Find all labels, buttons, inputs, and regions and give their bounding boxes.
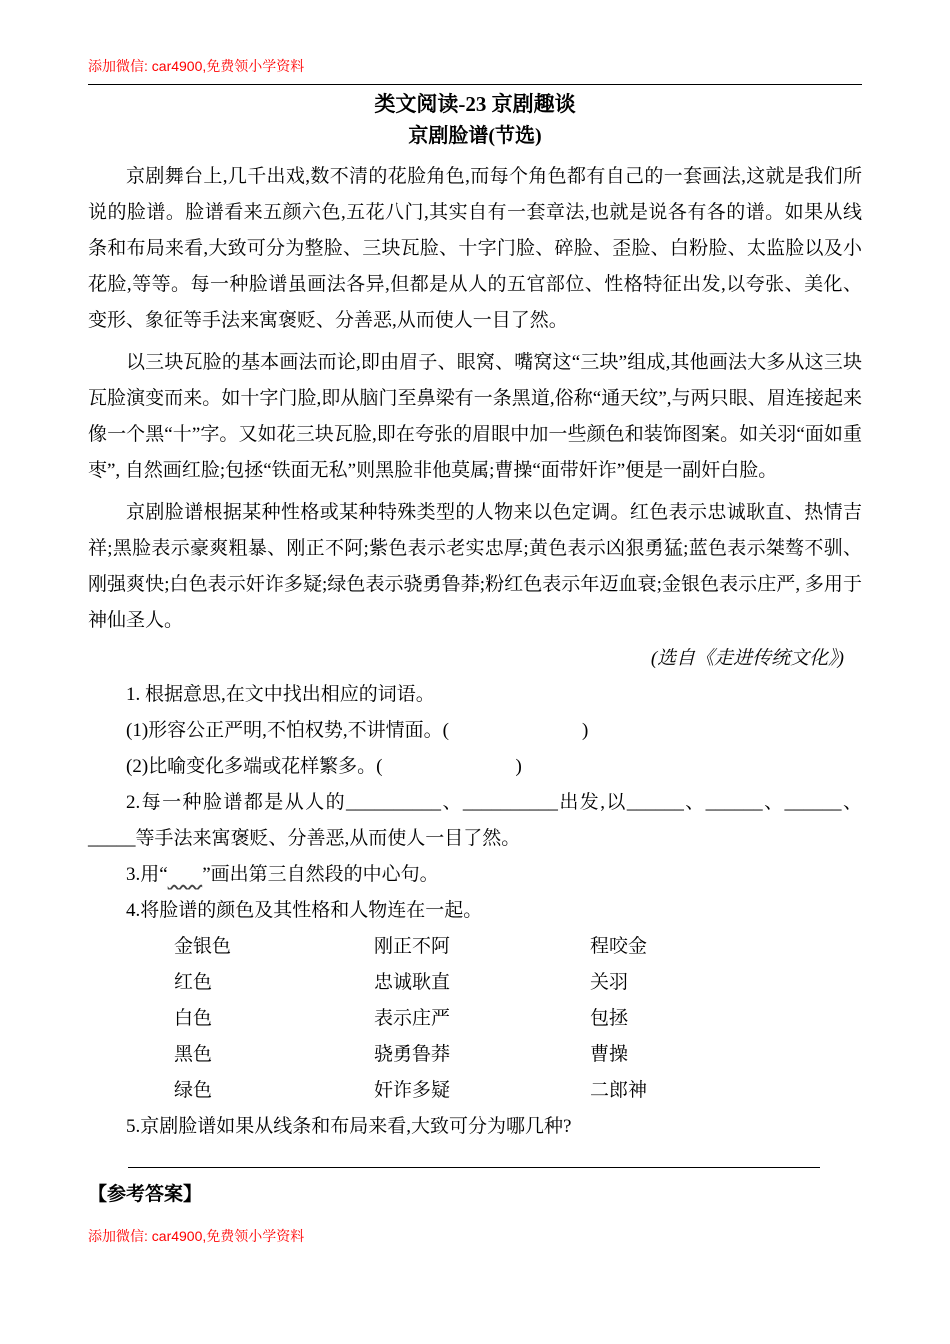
match-person-cell: 关羽 <box>590 972 629 993</box>
match-trait-cell: 骁勇鲁莽 <box>374 1044 451 1065</box>
passage-paragraph-2: 以三块瓦脸的基本画法而论,即由眉子、眼窝、嘴窝这“三块”组成,其他画法大多从这三块瓦脸演变而来。如十字门脸,即从脑门至鼻梁有一条黑道,俗称“通天纹”,与两只眼、眉连接起来像一个黑“十”字。又如花三块瓦脸,即在夸张的眉眼中加一些颜色和装饰图案。如关羽“面如重枣”, 自然画红脸;包拯“铁面无私”则黑脸非他莫属;曹操“面带奸诈”便是一副奸白脸。 <box>88 352 862 481</box>
question-3-suffix: ”画出第三自然段的中心句。 <box>202 864 439 885</box>
question-5: 5.京剧脸谱如果从线条和布局来看,大致可分为哪几种? <box>126 1116 572 1137</box>
header-divider <box>88 84 862 85</box>
match-color-cell: 红色 <box>174 972 213 993</box>
question-3-prefix: 3.用“ <box>126 864 168 885</box>
question-2: 2.每一种脸谱都是从人的__________、__________出发,以______、______、______、_____等手法来寓褒贬、分善恶,从而使人一目了然。 <box>88 792 862 849</box>
passage-source: (选自《走进传统文化》) <box>650 648 844 669</box>
match-color-cell: 黑色 <box>174 1044 213 1065</box>
questions-section <box>88 677 862 1145</box>
match-color-cell: 白色 <box>174 1008 213 1029</box>
match-row <box>174 1001 862 1037</box>
match-row <box>174 1073 862 1109</box>
question-1-item-2: (2)比喻变化多端或花样繁多。( ) <box>126 756 522 777</box>
match-person-cell: 程咬金 <box>590 936 648 957</box>
match-row <box>174 929 862 965</box>
question-1-stem: 1. 根据意思,在文中找出相应的词语。 <box>126 684 435 705</box>
match-trait-cell: 奸诈多疑 <box>374 1080 451 1101</box>
match-color-cell: 金银色 <box>174 936 232 957</box>
question-1-item-1: (1)形容公正严明,不怕权势,不讲情面。( ) <box>126 720 589 741</box>
doc-title: 类文阅读-23 京剧趣谈 <box>374 92 576 116</box>
match-person-cell: 二郎神 <box>590 1080 648 1101</box>
match-color-cell: 绿色 <box>174 1080 213 1101</box>
match-person-cell: 包拯 <box>590 1008 629 1029</box>
match-person-cell: 曹操 <box>590 1044 629 1065</box>
answer-key-header: 【参考答案】 <box>88 1184 203 1205</box>
match-trait-cell: 表示庄严 <box>374 1008 451 1029</box>
question-4-stem: 4.将脸谱的颜色及其性格和人物连在一起。 <box>126 900 483 921</box>
wechat-watermark-bottom: 添加微信: car4900,免费领小学资料 <box>88 1228 305 1244</box>
match-trait-cell: 忠诚耿直 <box>374 972 451 993</box>
question-3 <box>88 857 862 893</box>
passage-paragraph-1: 京剧舞台上,几千出戏,数不清的花脸角色,而每个角色都有自己的一套画法,这就是我们所说的脸谱。脸谱看来五颜六色,五花八门,其实自有一套章法,也就是说各有各的谱。如果从线条和布局来看,大致可分为整脸、三块瓦脸、十字门脸、碎脸、歪脸、白粉脸、太监脸以及小花脸,等等。每一种脸谱虽画法各异,但都是从人的五官部位、性格特征出发,以夸张、美化、变形、象征等手法来寓褒贬、分善恶,从而使人一目了然。 <box>88 166 862 331</box>
match-trait-cell: 刚正不阿 <box>374 936 451 957</box>
match-row <box>174 1037 862 1073</box>
answer-divider <box>128 1167 820 1168</box>
matching-table <box>174 929 862 1109</box>
wavy-underline-blank <box>168 864 203 885</box>
wechat-watermark-top: 添加微信: car4900,免费领小学资料 <box>88 58 305 74</box>
passage-paragraph-3: 京剧脸谱根据某种性格或某种特殊类型的人物来以色定调。红色表示忠诚耿直、热情吉祥;黑脸表示豪爽粗暴、刚正不阿;紫色表示老实忠厚;黄色表示凶狠勇猛;蓝色表示桀骜不驯、刚强爽快;白色表示奸诈多疑;绿色表示骁勇鲁莽;粉红色表示年迈血衰;金银色表示庄严, 多用于神仙圣人。 <box>88 502 862 631</box>
match-row <box>174 965 862 1001</box>
doc-subtitle: 京剧脸谱(节选) <box>408 125 542 147</box>
